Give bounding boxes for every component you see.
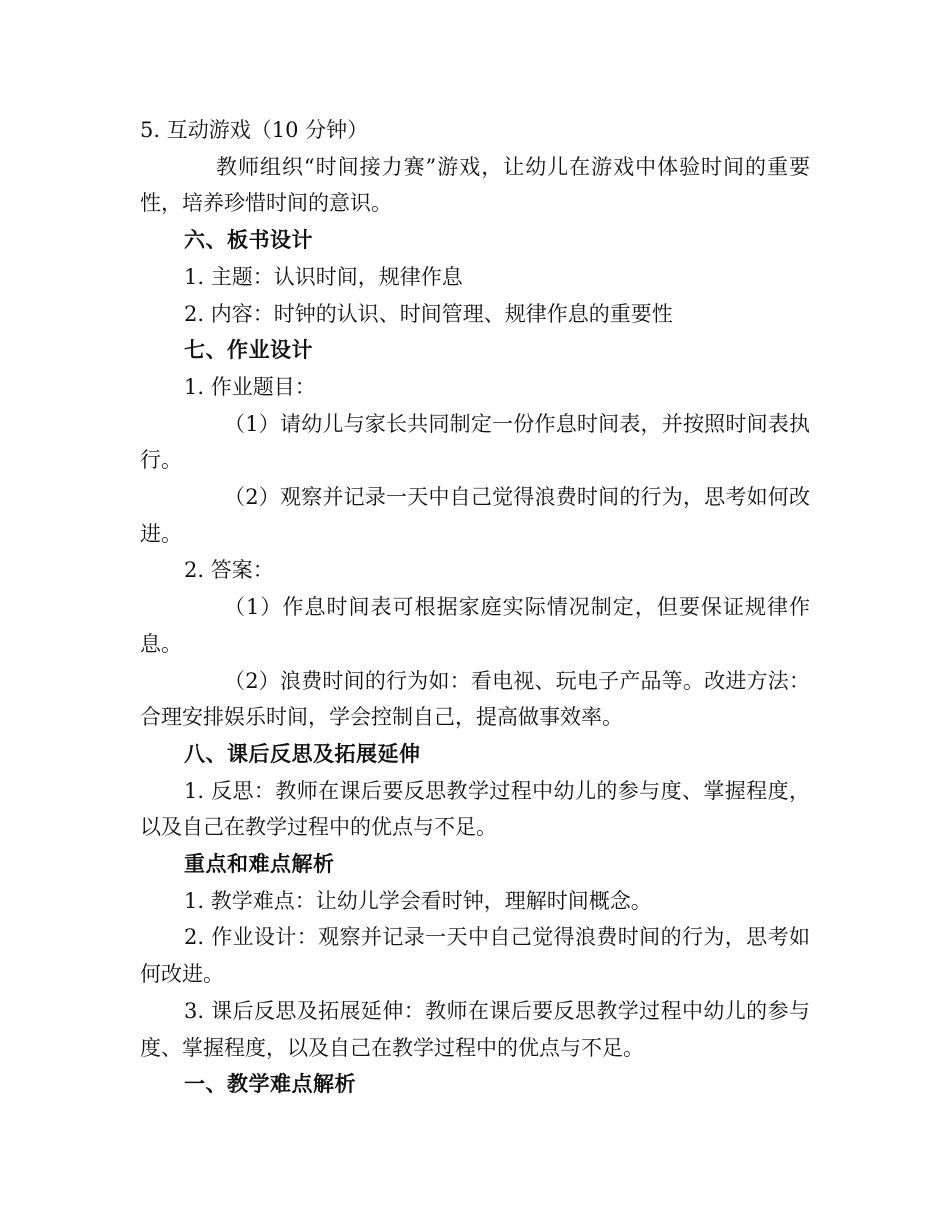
list-item-answers: 2. 答案：	[184, 558, 274, 583]
list-item-homework-analysis: 2. 作业设计：观察并记录一天中自己觉得浪费时间的行为，思考如何改进。	[140, 925, 810, 987]
section-heading-board-design: 六、板书设计	[184, 228, 313, 253]
list-item-content: 2. 内容：时钟的认识、时间管理、规律作息的重要性	[184, 301, 673, 326]
list-item-interactive-game: 5. 互动游戏（10 分钟）	[140, 118, 369, 142]
list-item-teaching-difficulty: 1. 教学难点：让幼儿学会看时钟，理解时间概念。	[184, 888, 652, 913]
section-heading-key-points: 重点和难点解析	[184, 852, 335, 877]
paragraph-game-description: 教师组织“时间接力赛”游戏，让幼儿在游戏中体验时间的重要性，培养珍惜时间的意识。	[140, 154, 810, 216]
homework-item-1: （1）请幼儿与家长共同制定一份作息时间表，并按照时间表执行。	[140, 411, 810, 473]
list-item-reflection-analysis: 3. 课后反思及拓展延伸：教师在课后要反思教学过程中幼儿的参与度、掌握程度，以及自己在教学过程中的优点与不足。	[140, 998, 810, 1060]
answer-item-1: （1）作息时间表可根据家庭实际情况制定，但要保证规律作息。	[140, 595, 810, 656]
list-item-homework-title: 1. 作业题目：	[184, 374, 316, 399]
list-item-theme: 1. 主题：认识时间，规律作息	[184, 264, 463, 289]
list-item-reflection: 1. 反思：教师在课后要反思教学过程中幼儿的参与度、掌握程度，以及自己在教学过程中的优点与不足。	[140, 778, 810, 840]
section-heading-reflection: 八、课后反思及拓展延伸	[184, 741, 421, 766]
section-heading-difficulty-analysis: 一、教学难点解析	[184, 1072, 356, 1097]
homework-item-2: （2）观察并记录一天中自己觉得浪费时间的行为，思考如何改进。	[140, 485, 810, 546]
answer-item-2: （2）浪费时间的行为如：看电视、玩电子产品等。改进方法：合理安排娱乐时间，学会控制自己，提高做事效率。	[140, 668, 810, 730]
section-heading-homework-design: 七、作业设计	[184, 338, 313, 363]
